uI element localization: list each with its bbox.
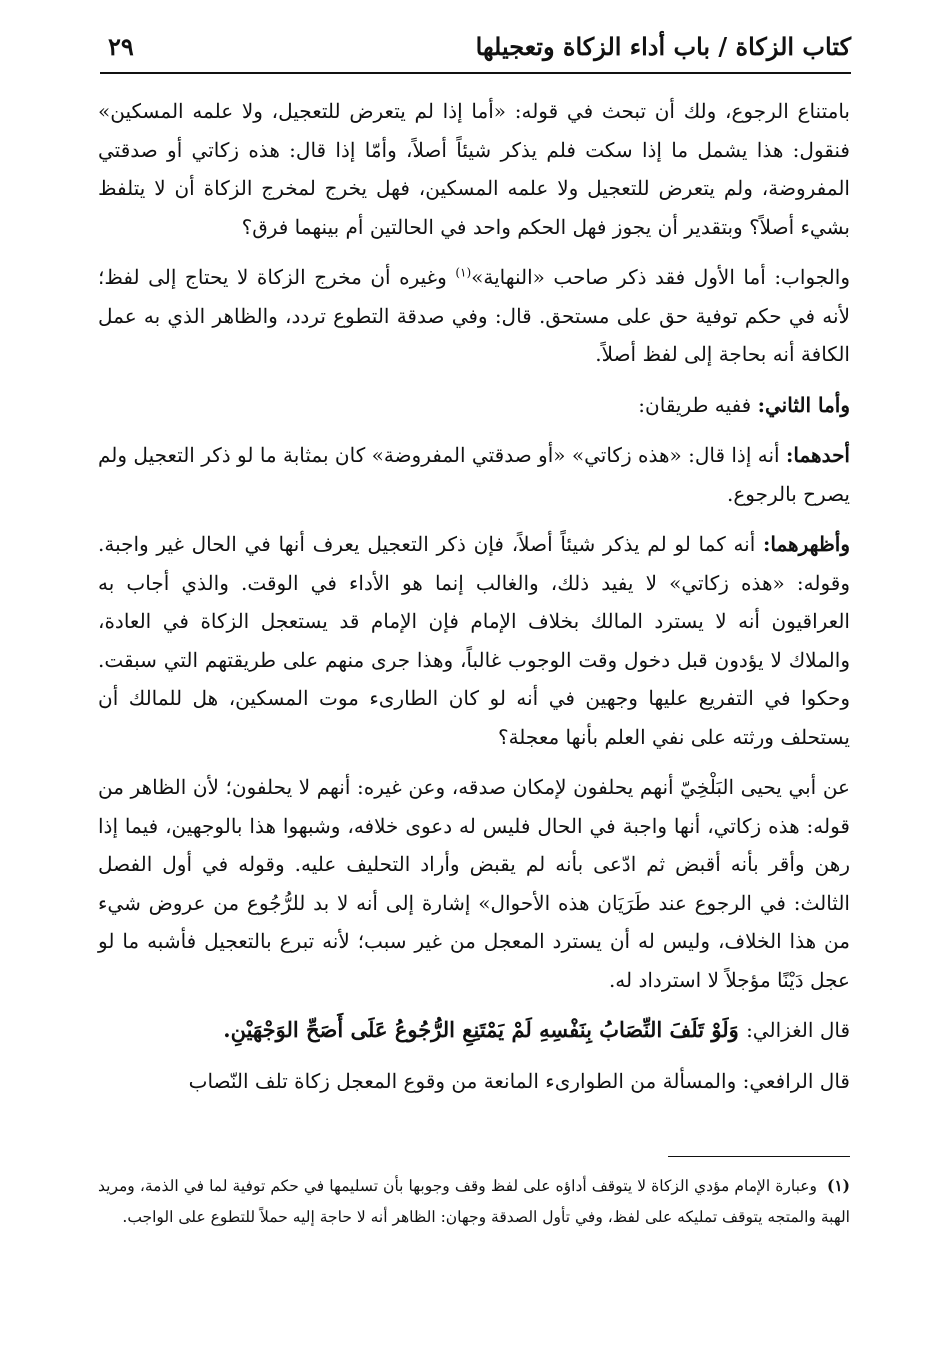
page-number: ٢٩ (108, 32, 134, 61)
paragraph-3 (98, 386, 850, 425)
paragraph-4 (98, 436, 850, 513)
paragraph-3-lead: وأما الثاني: (757, 392, 850, 417)
paragraph-3-text: ففيه طريقان: (638, 392, 758, 417)
paragraph-8 (98, 1062, 850, 1101)
paragraph-4-lead: أحدهما: (785, 443, 850, 467)
paragraph-8-text: والمسألة من الطوارىء المانعة من وقوع المعجل زكاة تلف النّصاب (188, 1068, 743, 1093)
paragraph-7-quote: وَلَوْ تَلَفَ النِّصَابُ بِنَفْسِهِ لَمْ يَمْتَنِعِ الرُّجُوعُ عَلَى أَصَحِّ الوَجْهَيْنِ. (223, 1017, 747, 1042)
paragraph-4-text: أنه إذا قال: «هذه زكاتي» «أو صدقتي المفروضة» كان بمثابة ما لو ذكر التعجيل ولم يصرح بالرجوع. (98, 443, 850, 506)
running-head: كتاب الزكاة / باب أداء الزكاة وتعجيلها (475, 32, 851, 61)
footnote (98, 1170, 850, 1233)
paragraph-5-lead: وأظهرهما: (763, 532, 850, 556)
paragraph-1: بامتناع الرجوع، ولك أن تبحث في قوله: «أما إذا لم يتعرض للتعجيل، ولا علمه المسكين» فنقول: هذا يشمل ما إذا سكت فلم يذكر شيئاً أصلاً، وأمّا إذا قال: هذه زكاتي أو صدقتي المفروضة، ولم يتعرض للتعجيل ولا علمه المسكين، فهل يخرج لمخرج الزكاة أن لا يتلفظ بشيء أصلاً؟ وبتقدير أن يجوز فهل الحكم واحد في الحالتين أم بينهما فرق؟ (98, 99, 850, 239)
paragraph-2-start: والجواب: أما الأول فقد ذكر صاحب «النهاية» (471, 265, 850, 289)
paragraph-8-lead: قال الرافعي: (742, 1068, 850, 1093)
footnote-divider (668, 1156, 850, 1157)
paragraph-2-end: وغيره أن مخرج الزكاة لا يحتاج إلى لفظ؛ لأنه في حكم توفية حق على مستحق. قال: وفي صدقة التطوع تردد، والظاهر الذي به عمل الكافة أنه بحاجة إلى لفظ أصلاً. (98, 265, 850, 366)
paragraph-5 (98, 525, 850, 756)
paragraph-6: عن أبي يحيى البَلْخِيّ أنهم يحلفون لإمكان صدقه، وعن غيره: أنهم لا يحلفون؛ لأن الظاهر من قوله: هذه زكاتي، أنها واجبة في الحال فليس له دعوى خلافه، وشبهوا هذا بالوجهين، فيما إذا رهن وأقر بأنه أقبض ثم ادّعى بأنه لم يقبض وأراد التحليف عليه. وقوله في أول الفصل الثالث: في الرجوع عند طَرَيَان هذه الأحوال» إشارة إلى أنه لا بد للرُّجُوع من عروض شيء من هذا الخلاف، وليس له أن يسترد المعجل من غير سبب؛ لأنه تبرع بالتعجيل فأشبه ما لو عجل دَيْنًا مؤجلاً لا استرداد له. (98, 775, 850, 992)
paragraph-7-lead: قال الغزالي: (746, 1018, 850, 1042)
paragraph-7 (98, 1011, 850, 1050)
page-header (100, 28, 851, 74)
main-text (98, 92, 850, 1112)
footnote-text: وعبارة الإمام مؤدي الزكاة لا يتوقف أداؤه على لفظ وقف وجوبها بأن تسليمها في حكم توفية لما في الذمة، ومريد الهبة والمتجه يتوقف تمليكه على لفظ، وفي تأول الصدقة وجهان: الظاهر أنه لا حاجة إليه حملاً للتطوع على الواجب. (98, 1177, 850, 1226)
footnote-number: (١) (826, 1176, 850, 1195)
footnote-reference[interactable]: (١) (455, 265, 472, 280)
paragraph-5-text: أنه كما لو لم يذكر شيئاً أصلاً، فإن ذكر التعجيل يعرف أنها في الحال غير واجبة. وقوله: «هذه زكاتي» لا يفيد ذلك، والغالب إنما هو الأداء في الوقت. والذي أجاب به العراقيون أنه لا يسترد المالك بخلاف الإمام فإن الإمام قد يستعجل الزكاة في العادة، والملاك لا يؤدون قبل دخول وقت الوجوب غالباً، وهذا جرى منهم على طريقتهم التي سبقت. وحكوا في التفريع عليها وجهين في أنه لو كان الطارىء موت المسكين، هل للمالك أن يستحلف ورثته على نفي العلم بأنها معجلة؟ (98, 532, 850, 749)
paragraph-2 (98, 258, 850, 374)
